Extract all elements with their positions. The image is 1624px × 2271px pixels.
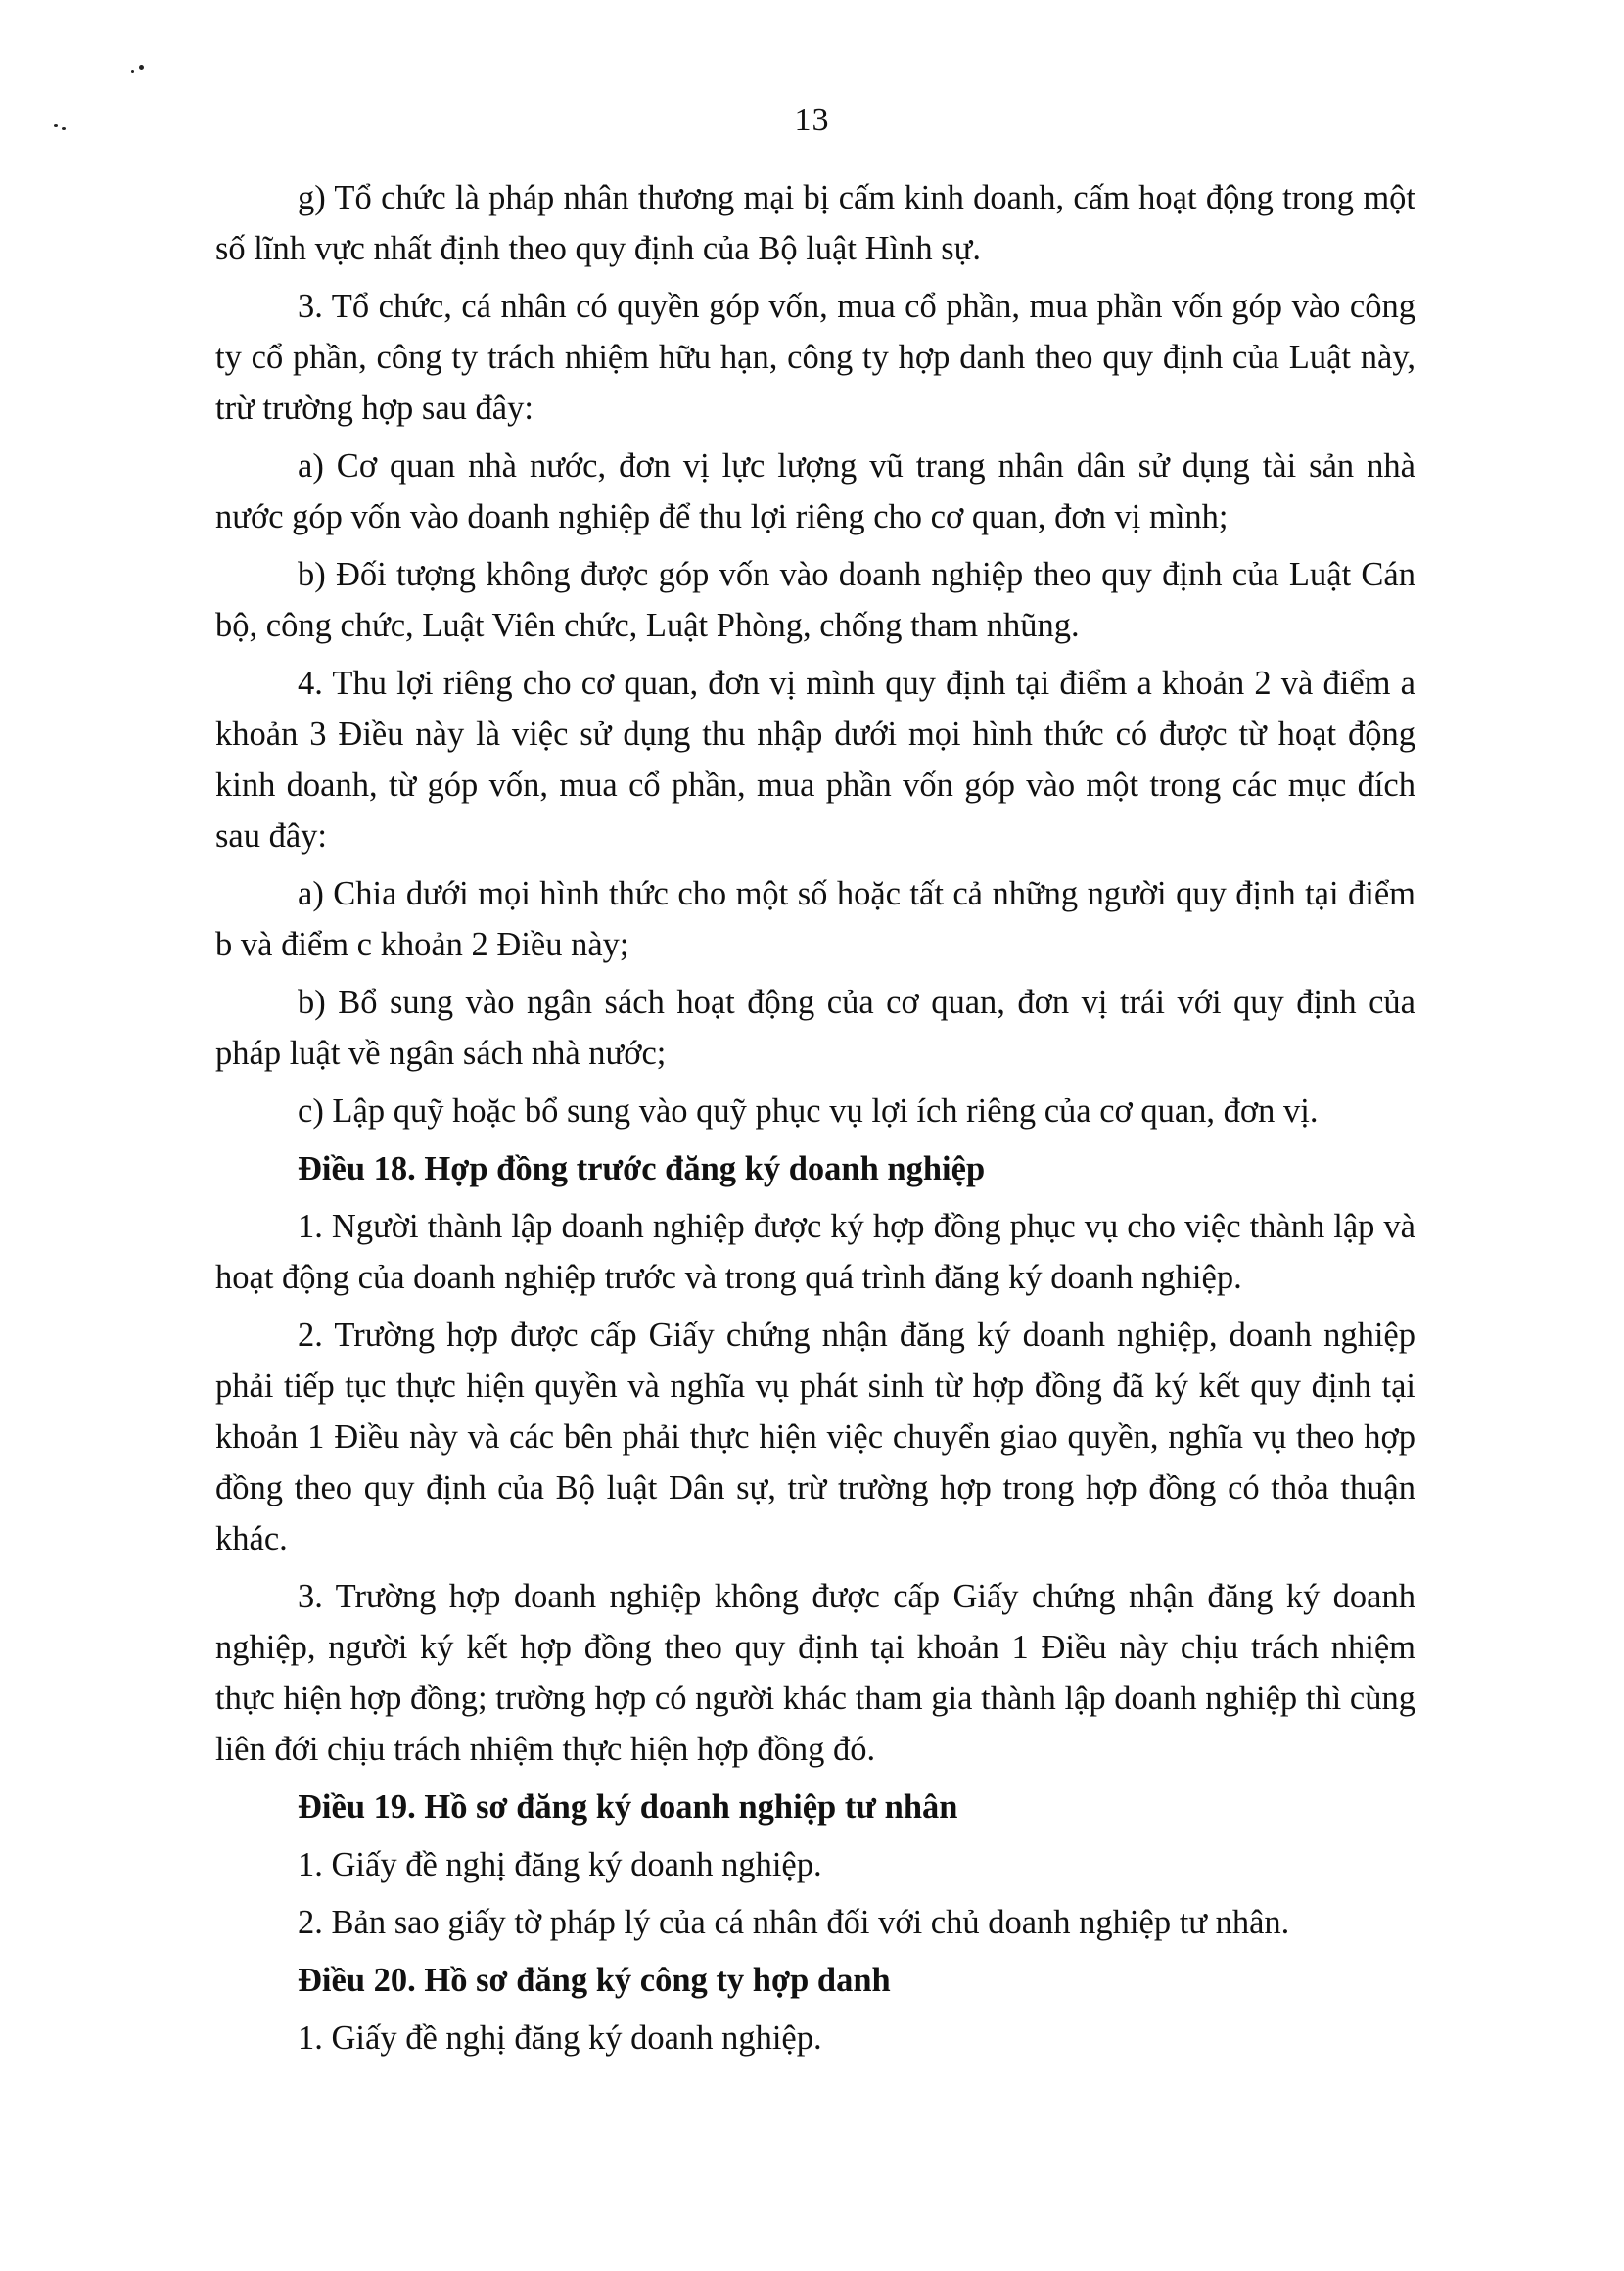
document-body <box>215 172 1415 2070</box>
paragraph-19-2-legal-documents: 2. Bản sao giấy tờ pháp lý của cá nhân đối với chủ doanh nghiệp tư nhân. <box>298 1904 1290 1941</box>
scan-speck <box>139 65 144 70</box>
paragraph-18-1-founder-contracts: 1. Người thành lập doanh nghiệp được ký hợp đồng phục vụ cho việc thành lập và hoạt động của doanh nghiệp trước và trong quá trình đăng ký doanh nghiệp. <box>215 1208 1415 1296</box>
paragraph-4-private-profit: 4. Thu lợi riêng cho cơ quan, đơn vị mình quy định tại điểm a khoản 2 và điểm a khoản 3 Điều này là việc sử dụng thu nhập dưới mọi hình thức có được từ hoạt động kinh doanh, từ góp vốn, mua cổ phần, mua phần vốn góp vào một trong các mục đích sau đây: <box>215 665 1415 855</box>
scan-speck <box>131 70 134 73</box>
paragraph-3b-ineligible-subjects: b) Đối tượng không được góp vốn vào doanh nghiệp theo quy định của Luật Cán bộ, công chức, Luật Viên chức, Luật Phòng, chống tham nhũng. <box>215 556 1415 644</box>
article-20-heading: Điều 20. Hồ sơ đăng ký công ty hợp danh <box>298 1962 891 1999</box>
paragraph-4a-distribution: a) Chia dưới mọi hình thức cho một số hoặc tất cả những người quy định tại điểm b và điểm c khoản 2 Điều này; <box>215 875 1415 963</box>
paragraph-3-capital-contribution: 3. Tổ chức, cá nhân có quyền góp vốn, mua cổ phần, mua phần vốn góp vào công ty cổ phần, công ty trách nhiệm hữu hạn, công ty hợp danh theo quy định của Luật này, trừ trường hợp sau đây: <box>215 288 1415 427</box>
article-19-heading: Điều 19. Hồ sơ đăng ký doanh nghiệp tư nhân <box>298 1788 958 1826</box>
paragraph-g-organization-banned: g) Tổ chức là pháp nhân thương mại bị cấm kinh doanh, cấm hoạt động trong một số lĩnh vực nhất định theo quy định của Bộ luật Hình sự. <box>215 179 1415 267</box>
article-18-heading: Điều 18. Hợp đồng trước đăng ký doanh nghiệp <box>298 1150 986 1187</box>
paragraph-4c-fund-establishment: c) Lập quỹ hoặc bổ sung vào quỹ phục vụ lợi ích riêng của cơ quan, đơn vị. <box>298 1092 1319 1130</box>
paragraph-4b-budget-supplement: b) Bổ sung vào ngân sách hoạt động của cơ quan, đơn vị trái với quy định của pháp luật về ngân sách nhà nước; <box>215 984 1415 1072</box>
page-number: 13 <box>794 102 830 138</box>
paragraph-18-2-certificate-granted: 2. Trường hợp được cấp Giấy chứng nhận đăng ký doanh nghiệp, doanh nghiệp phải tiếp tục thực hiện quyền và nghĩa vụ phát sinh từ hợp đồng đã ký kết quy định tại khoản 1 Điều này và các bên phải thực hiện việc chuyển giao quyền, nghĩa vụ theo hợp đồng theo quy định của Bộ luật Dân sự, trừ trường hợp trong hợp đồng có thỏa thuận khác. <box>215 1317 1415 1557</box>
paragraph-18-3-certificate-refused: 3. Trường hợp doanh nghiệp không được cấp Giấy chứng nhận đăng ký doanh nghiệp, người ký kết hợp đồng theo quy định tại khoản 1 Điều này chịu trách nhiệm thực hiện hợp đồng; trường hợp có người khác tham gia thành lập doanh nghiệp thì cùng liên đới chịu trách nhiệm thực hiện hợp đồng đó. <box>215 1578 1415 1768</box>
paragraph-3a-state-agencies: a) Cơ quan nhà nước, đơn vị lực lượng vũ trang nhân dân sử dụng tài sản nhà nước góp vốn vào doanh nghiệp để thu lợi riêng cho cơ quan, đơn vị mình; <box>215 447 1415 535</box>
paragraph-19-1-application-form: 1. Giấy đề nghị đăng ký doanh nghiệp. <box>298 1846 822 1883</box>
paragraph-20-1-application-form: 1. Giấy đề nghị đăng ký doanh nghiệp. <box>298 2019 822 2057</box>
